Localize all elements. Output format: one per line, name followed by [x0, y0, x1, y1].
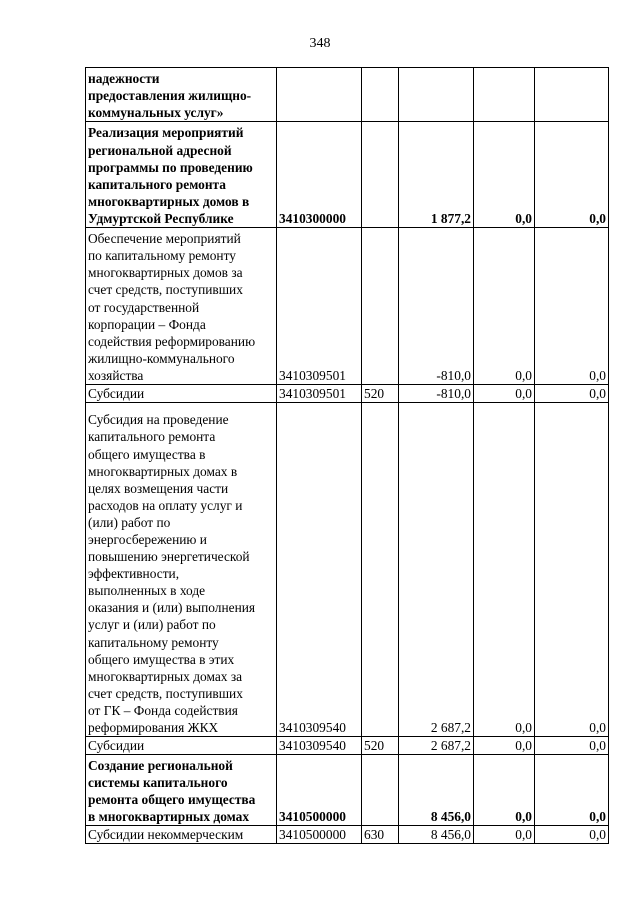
expense-type-code	[362, 68, 399, 122]
expense-type-code: 520	[362, 385, 399, 403]
amount-cell: 8 456,0	[399, 826, 474, 844]
expense-type-code	[362, 755, 399, 826]
table-row	[86, 403, 609, 737]
target-article-code: 3410309540	[277, 403, 362, 737]
value-cell-1: 0,0	[474, 122, 535, 228]
expense-type-code	[362, 122, 399, 228]
amount-cell: -810,0	[399, 228, 474, 385]
expense-name: Обеспечение мероприятий по капитальному ремонту многоквартирных домов за счет средств, поступивших от государственной корпорации – Фонда содействия реформированию жилищно-коммунального хозяйства	[86, 228, 277, 385]
table-row	[86, 826, 609, 844]
expense-type-code	[362, 403, 399, 737]
amount-cell: -810,0	[399, 385, 474, 403]
target-article-code: 3410500000	[277, 826, 362, 844]
value-cell-1: 0,0	[474, 403, 535, 737]
value-cell-1	[474, 68, 535, 122]
target-article-code: 3410300000	[277, 122, 362, 228]
expense-name: Субсидии некоммерческим	[86, 826, 277, 844]
value-cell-2: 0,0	[535, 385, 609, 403]
amount-cell	[399, 68, 474, 122]
target-article-code: 3410309501	[277, 228, 362, 385]
table-row	[86, 122, 609, 228]
expense-name: Реализация мероприятий региональной адресной программы по проведению капитального ремонта многоквартирных домов в Удмуртской Республике	[86, 122, 277, 228]
value-cell-1: 0,0	[474, 228, 535, 385]
expense-type-code: 630	[362, 826, 399, 844]
value-cell-2: 0,0	[535, 737, 609, 755]
value-cell-2: 0,0	[535, 826, 609, 844]
value-cell-1: 0,0	[474, 755, 535, 826]
target-article-code: 3410309540	[277, 737, 362, 755]
value-cell-2	[535, 68, 609, 122]
table-row	[86, 755, 609, 826]
table-row	[86, 228, 609, 385]
target-article-code	[277, 68, 362, 122]
target-article-code: 3410309501	[277, 385, 362, 403]
value-cell-1: 0,0	[474, 826, 535, 844]
value-cell-1: 0,0	[474, 737, 535, 755]
expense-name: Субсидии	[86, 385, 277, 403]
expense-name: Субсидия на проведение капитального ремонта общего имущества в многоквартирных домах в целях возмещения части расходов на оплату услуг и (или) работ по энергосбережению и повышению энергетической эффективности, выполненных в ходе оказания и (или) выполнения услуг и (или) работ по капитальному ремонту общего имущества в этих многоквартирных домах за счет средств, поступивших от ГК – Фонда содействия реформирования ЖКХ	[86, 403, 277, 737]
amount-cell: 1 877,2	[399, 122, 474, 228]
amount-cell: 8 456,0	[399, 755, 474, 826]
table-row	[86, 68, 609, 122]
amount-cell: 2 687,2	[399, 403, 474, 737]
value-cell-2: 0,0	[535, 228, 609, 385]
value-cell-2: 0,0	[535, 122, 609, 228]
expense-name: Создание региональной системы капитального ремонта общего имущества в многоквартирных домах	[86, 755, 277, 826]
expense-name: Субсидии	[86, 737, 277, 755]
target-article-code: 3410500000	[277, 755, 362, 826]
expense-type-code	[362, 228, 399, 385]
expense-type-code: 520	[362, 737, 399, 755]
table-row	[86, 385, 609, 403]
value-cell-1: 0,0	[474, 385, 535, 403]
expense-name: надежности предоставления жилищно- коммунальных услуг»	[86, 68, 277, 122]
value-cell-2: 0,0	[535, 755, 609, 826]
table-row	[86, 737, 609, 755]
amount-cell: 2 687,2	[399, 737, 474, 755]
budget-table	[85, 67, 609, 844]
page-number: 348	[309, 36, 331, 51]
value-cell-2: 0,0	[535, 403, 609, 737]
